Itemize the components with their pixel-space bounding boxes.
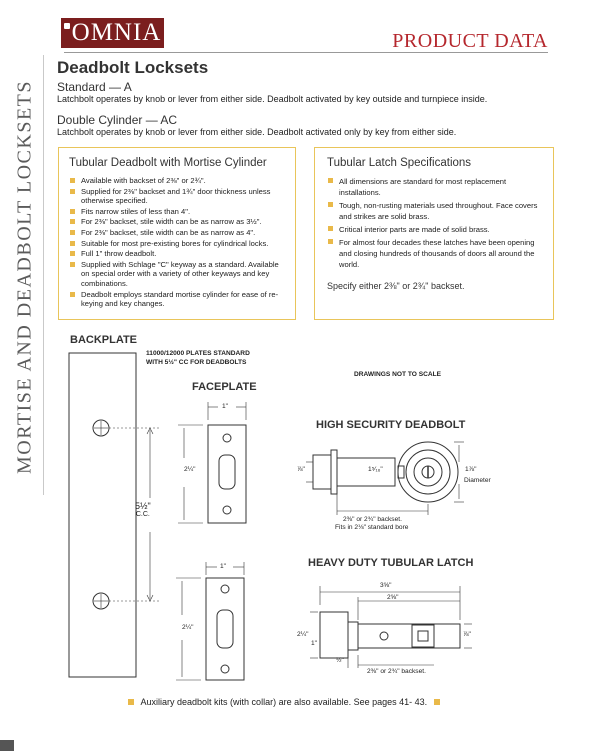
hs-bolt bbox=[313, 455, 331, 489]
list-item: Fits narrow stiles of less than 4". bbox=[69, 207, 287, 217]
hs-diameter-label: Diameter bbox=[464, 477, 491, 484]
hs-bolt-height: ⅞" bbox=[297, 466, 305, 473]
faceplate-width-bottom: 1" bbox=[220, 563, 227, 570]
hs-diameter: 1⅞" bbox=[465, 466, 477, 473]
hs-small-dim: 1⁵⁄₁₆" bbox=[368, 466, 383, 473]
footnote bbox=[128, 697, 440, 707]
tubular-deadbolt-title: Tubular Deadbolt with Mortise Cylinder bbox=[69, 157, 267, 169]
product-data-title: PRODUCT DATA bbox=[392, 30, 548, 52]
page-corner-tab bbox=[0, 740, 14, 751]
list-item: Critical interior parts are made of solid brass. bbox=[327, 224, 545, 235]
hd-left-dim-2: 1" bbox=[311, 640, 318, 647]
hd-right-dim: ⅞" bbox=[463, 631, 471, 638]
hd-left-dim-1: 2¼" bbox=[297, 631, 309, 638]
faceplate-height-top: 2¼" bbox=[184, 466, 196, 473]
list-item: Tough, non-rusting materials used throughout. Face covers and strikes are solid brass. bbox=[327, 200, 545, 222]
bullet-square-icon bbox=[128, 699, 134, 705]
plates-note-1: 11000/12000 PLATES STANDARD bbox=[146, 350, 250, 357]
list-item: All dimensions are standard for most replacement installations. bbox=[327, 176, 545, 198]
side-title-text: MORTISE AND DEADBOLT LOCKSETS bbox=[13, 80, 36, 474]
backplate-label: BACKPLATE bbox=[70, 334, 138, 346]
hd-top-dim: 3⅝" bbox=[380, 582, 392, 589]
standard-label: Standard — A bbox=[57, 80, 132, 94]
heavy-duty-label: HEAVY DUTY TUBULAR LATCH bbox=[308, 557, 474, 569]
faceplate-height-bottom: 2¼" bbox=[182, 624, 194, 631]
list-item: Supplied for 2⅜" backset and 1¾" door thickness unless otherwise specified. bbox=[69, 187, 287, 206]
double-cylinder-desc: Latchbolt operates by knob or lever from either side. Deadbolt activated only by key from either side. bbox=[57, 127, 457, 137]
backplate-outline bbox=[69, 353, 136, 677]
logo-text: OMNIA bbox=[71, 19, 162, 46]
cc-dim-label: C.C. bbox=[135, 511, 150, 518]
specify-backset: Specify either 2⅜" or 2¾" backset. bbox=[327, 281, 465, 291]
double-cylinder-label: Double Cylinder — AC bbox=[57, 113, 178, 127]
list-item: For 2⅜" backset, stile width can be as narrow as 4". bbox=[69, 228, 287, 238]
hd-backset: 2⅜" or 2¾" backset. bbox=[367, 668, 426, 675]
not-to-scale-note: DRAWINGS NOT TO SCALE bbox=[354, 371, 442, 378]
list-item: Available with backset of 2⅜" or 2¾". bbox=[69, 176, 287, 186]
page-title: Deadbolt Locksets bbox=[57, 58, 209, 77]
cc-dim-value: 5½" bbox=[135, 501, 151, 511]
hd-bottom-dim: ½" bbox=[336, 657, 344, 664]
list-item: Suitable for most pre-existing bores for cylindrical locks. bbox=[69, 239, 287, 249]
faceplate-width-top: 1" bbox=[222, 403, 229, 410]
list-item: For almost four decades these latches have been opening and closing hundreds of thousands of doors all around the world. bbox=[327, 237, 545, 270]
tubular-latch-title: Tubular Latch Specifications bbox=[327, 157, 472, 169]
hd-mid-dim: 2⅝" bbox=[387, 594, 399, 601]
list-item: Deadbolt employs standard mortise cylinder for ease of re-keying and key changes. bbox=[69, 290, 287, 309]
hs-backset: 2⅜" or 2¾" backset. bbox=[343, 516, 402, 523]
high-security-label: HIGH SECURITY DEADBOLT bbox=[316, 419, 466, 431]
cc-dimension bbox=[135, 501, 151, 518]
list-item: Supplied with Schlage "C" keyway as a standard. Available on special order with a variety of other keyways and key combinations. bbox=[69, 260, 287, 289]
faceplate-label: FACEPLATE bbox=[192, 381, 257, 393]
standard-desc: Latchbolt operates by knob or lever from either side. Deadbolt activated by key outside and turnpiece inside. bbox=[57, 94, 488, 104]
footnote-text: Auxiliary deadbolt kits (with collar) are also available. See pages 41- 43. bbox=[140, 697, 428, 707]
list-item: Full 1" throw deadbolt. bbox=[69, 249, 287, 259]
list-item: For 2⅜" backset, stile width can be as narrow as 3½". bbox=[69, 217, 287, 227]
hd-faceplate bbox=[320, 612, 348, 658]
faceplate-top bbox=[208, 425, 246, 523]
bullet-square-icon bbox=[434, 699, 440, 705]
plates-note-2: WITH 5½" CC FOR DEADBOLTS bbox=[146, 359, 247, 366]
hs-bore: Fits in 2⅛" standard bore bbox=[335, 524, 409, 531]
